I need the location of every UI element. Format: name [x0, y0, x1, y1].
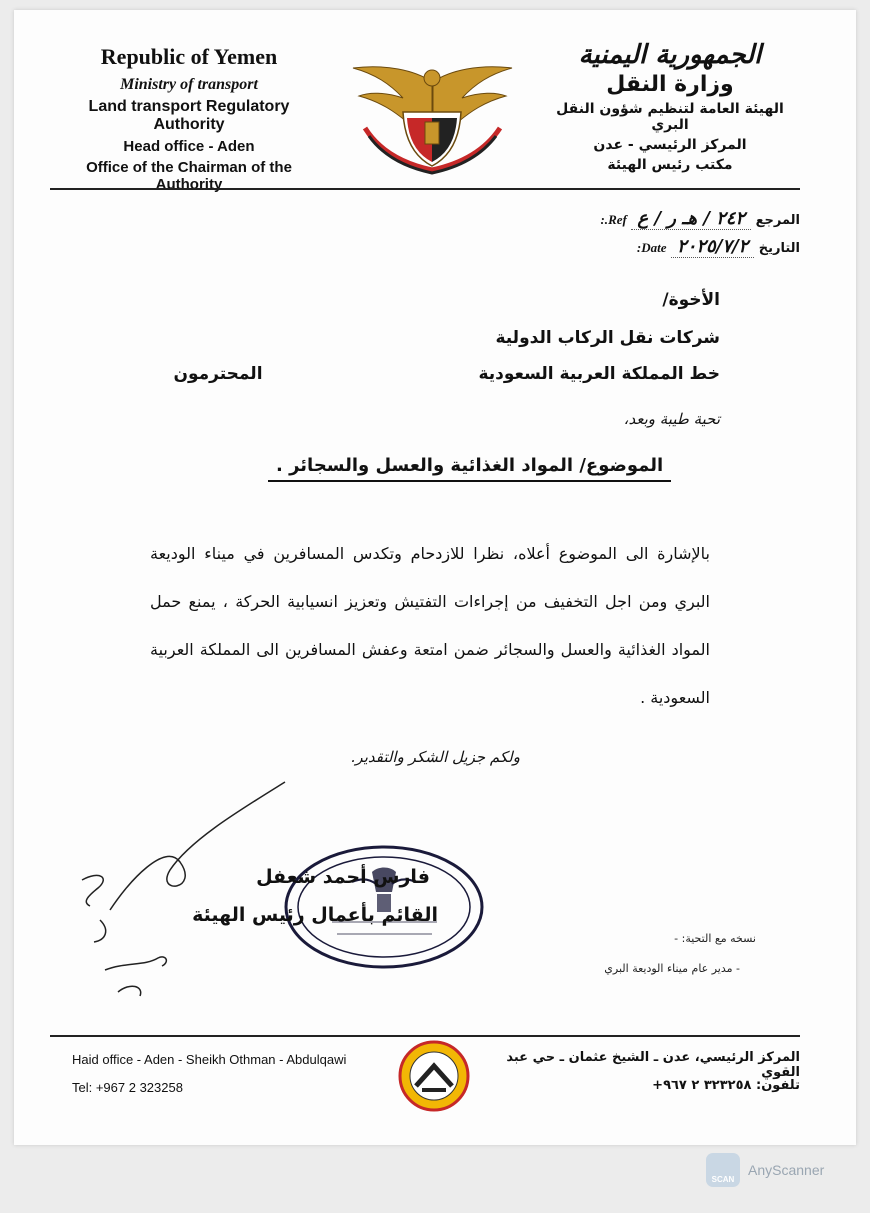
scanner-name: AnyScanner: [748, 1162, 825, 1178]
signatory-name: فارس أحمد شعفل: [256, 866, 430, 888]
arabic-header: [540, 40, 800, 173]
addressee-line1: شركات نقل الركاب الدولية: [495, 328, 720, 348]
country-name: Republic of Yemen: [100, 44, 278, 69]
footer-address-ar: المركز الرئيسي، عدن ـ الشيخ عثمان ـ حي عبد القوي: [506, 1050, 800, 1080]
authority-logo-icon: [398, 1040, 470, 1112]
date-line: [500, 236, 800, 257]
addressee-line2: خط المملكة العربية السعودية: [478, 364, 720, 384]
addressee-to: الأخوة/: [662, 290, 720, 310]
ref-label-ar: المرجع: [755, 213, 800, 228]
subject-line: الموضوع/ المواد الغذائية والعسل والسجائر .: [268, 455, 671, 482]
greeting: تحية طيبة وبعد،: [623, 410, 720, 428]
scan-badge-icon: SCAN: [706, 1153, 740, 1187]
closing-thanks: ولكم جزيل الشكر والتقدير.: [350, 748, 520, 766]
office-arabic: المركز الرئيسي - عدن: [593, 137, 747, 153]
respect-word: المحترمون: [173, 364, 263, 384]
chairman-arabic: مكتب رئيس الهيئة: [607, 157, 733, 173]
date-value: ٢٠٢٥/٧/٢: [671, 236, 754, 258]
chairman-office: Office of the Chairman of the Authority: [86, 159, 292, 193]
scanner-watermark: [706, 1152, 824, 1188]
ministry-name: Ministry of transport: [120, 76, 258, 93]
footer-tel-ar: تلفون: ٣٢٣٢٥٨ ٢ ٩٦٧+: [652, 1078, 800, 1093]
cc-label: نسخه مع التحية: -: [674, 932, 756, 945]
handwritten-signature-icon: [70, 770, 300, 1010]
letter-body: بالإشارة الى الموضوع أعلاه، نظرا للازدحام وتكدس المسافرين في ميناء الوديعة البري ومن اجل التخفيف من إجراءات التفتيش وتعزيز انسيابية الحركة ، يمنع حمل المواد الغذائية والعسل والسجائر ضمن امتعة وعفش المسافرين الى المملكة العربية السعودية .: [150, 544, 710, 707]
date-label-ar: التاريخ: [758, 241, 800, 256]
footer-tel-en: Tel: +967 2 323258: [72, 1080, 183, 1095]
republic-arabic: الجمهورية اليمنية: [578, 40, 762, 70]
ref-value: ٢٤٢ / هـ ر / ع: [631, 208, 751, 230]
signatory-title: القائم بأعمال رئيس الهيئة: [192, 904, 438, 926]
authority-name: Land transport Regulatory Authority: [88, 98, 290, 133]
header-divider: [50, 188, 800, 190]
authority-arabic: الهيئة العامة لتنظيم شؤون النقل البري: [556, 101, 784, 133]
yemen-eagle-emblem-icon: [345, 60, 520, 175]
footer-divider: [50, 1035, 800, 1037]
ministry-arabic: وزارة النقل: [606, 72, 734, 97]
date-label-en: Date:: [636, 240, 667, 255]
footer-address-en: Haid office - Aden - Sheikh Othman - Abdulqawi: [72, 1052, 347, 1067]
reference-line: [500, 208, 800, 229]
ref-label-en: Ref.:: [600, 212, 627, 227]
office-name: Head office - Aden: [123, 138, 255, 155]
english-header: [54, 42, 324, 193]
cc-item: - مدير عام ميناء الوديعة البري: [604, 962, 740, 975]
